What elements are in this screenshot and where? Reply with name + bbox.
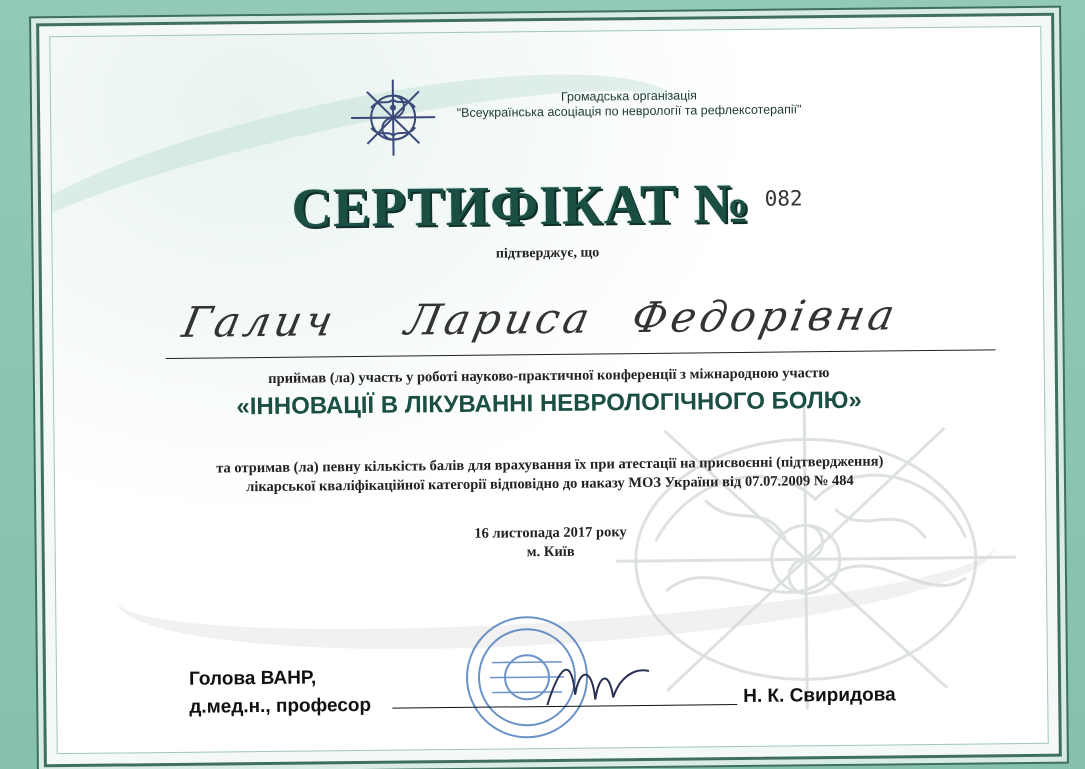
organization-name xyxy=(449,87,809,121)
recipient-first-name: Лариса xyxy=(401,293,598,345)
organization-line-1: Громадська організація xyxy=(560,88,697,104)
signatory-position xyxy=(189,664,371,722)
certificate-body xyxy=(49,26,1048,754)
recipient-name xyxy=(178,290,902,347)
signatory-position-line-2: д.мед.н., професор xyxy=(189,694,372,718)
organization-line-2: "Всеукраїнська асоціація по неврології та рефлексотерапії" xyxy=(456,102,802,120)
event-city: м. Київ xyxy=(526,543,575,561)
association-logo-icon xyxy=(345,77,442,158)
participation-text: приймав (ла) участь у роботі науково-практичної конференції з міжнародною участю xyxy=(268,365,830,387)
recipient-patronymic: Федорівна xyxy=(627,290,903,343)
handwritten-signature-icon xyxy=(537,649,658,720)
confirms-text: підтверджує, що xyxy=(495,245,600,262)
recipient-surname: Галич xyxy=(178,296,341,347)
name-underline xyxy=(166,349,996,359)
conference-title: «ІННОВАЦІЇ В ЛІКУВАННІ НЕВРОЛОГІЧНОГО БОЛЮ» xyxy=(236,386,862,421)
event-date: 16 листопада 2017 року xyxy=(474,524,627,542)
signatory-position-line-1: Голова ВАНР, xyxy=(188,667,317,690)
certificate-title: СЕРТИФІКАТ № xyxy=(291,172,752,240)
certificate-frame xyxy=(36,13,1062,768)
signatory-name: Н. К. Свиридова xyxy=(743,684,896,707)
points-line-2: лікарської кваліфікаційної категорії відповідно до наказу МОЗ України від 07.07.2009 № 484 xyxy=(246,472,854,496)
certificate-number: 082 xyxy=(764,186,803,211)
points-line-1: та отримав (ла) певну кількість балів для врахування їх при атестації на присвоєнні (підтвердження) xyxy=(216,453,884,477)
title-row xyxy=(52,169,1043,243)
